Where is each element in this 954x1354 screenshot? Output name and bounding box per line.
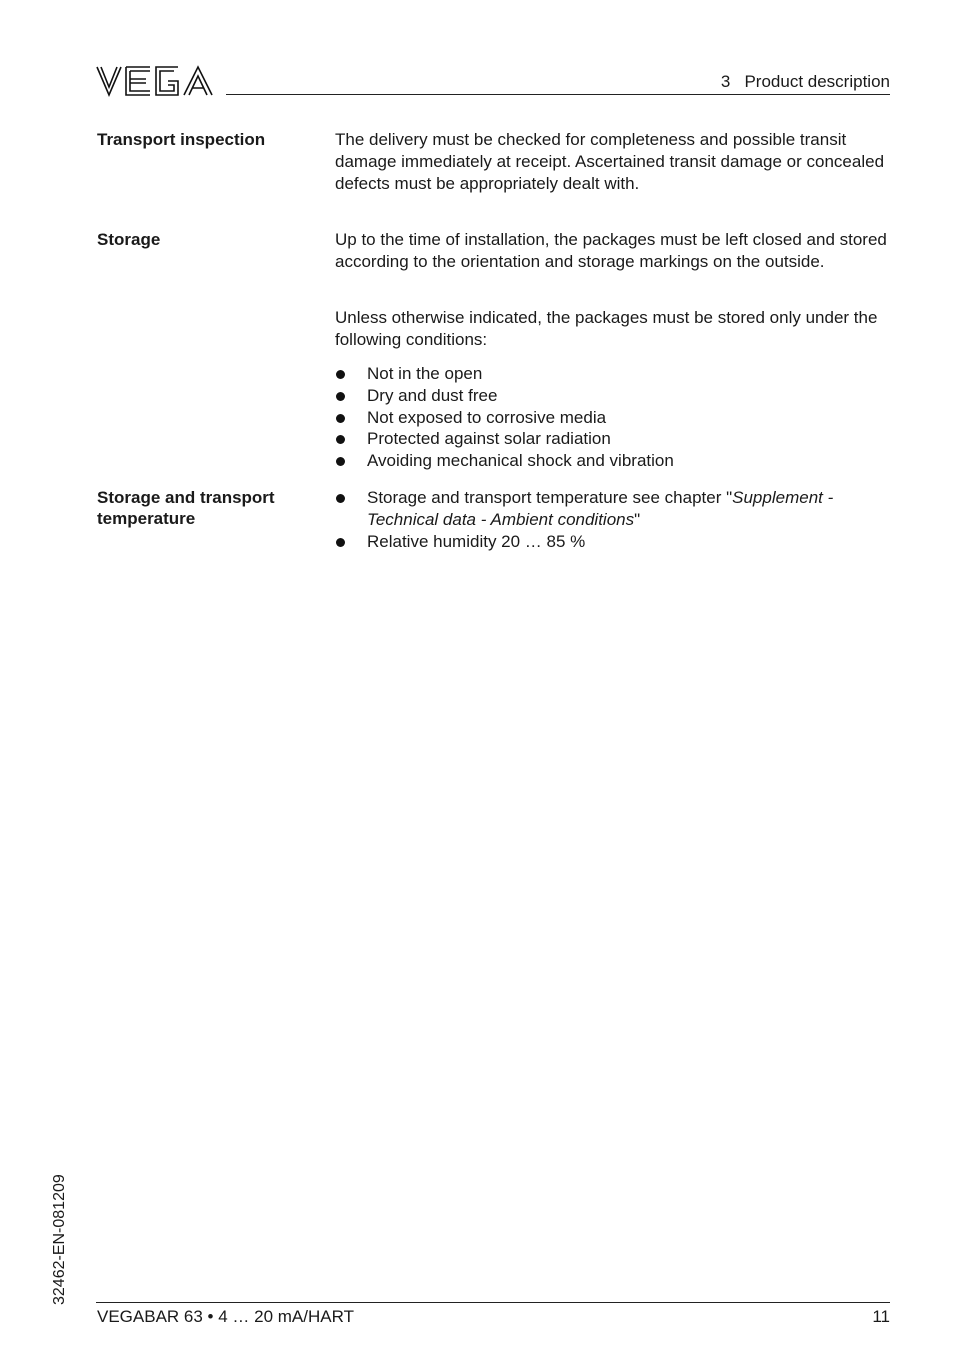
list-item [335,531,895,553]
list-item [335,487,895,531]
list-item-text: Protected against solar radiation [367,429,611,449]
footer-product: VEGABAR 63 • 4 … 20 mA/HART [97,1307,354,1326]
footer-rule [96,1302,890,1303]
list-item-text: Relative humidity 20 … 85 % [367,531,586,551]
list-item [335,450,895,472]
bullet-icon [336,538,345,547]
transport-inspection-label: Transport inspection [97,130,266,149]
chapter-heading: 3 Product description [720,72,890,91]
bullet-icon [336,414,345,423]
chapter-reference: Supplement - Technical data - Ambient conditions [367,488,834,529]
bullet-icon [336,370,345,379]
storage-temperature-label: Storage and transport temperature [97,488,275,528]
list-item-text: Not exposed to corrosive media [367,407,607,427]
document-id: 32462-EN-081209 [51,1174,68,1305]
list-item [335,407,895,429]
list-item-text-suffix: " [634,509,641,529]
bullet-icon [336,435,345,444]
page-number: 11 [872,1307,890,1326]
storage-label: Storage [97,230,161,249]
list-item-text: Not in the open [367,364,483,383]
transport-inspection-text: The delivery must be checked for completeness and possible transit damage immediately at receipt. Ascertained transit damage or concealed defects must be appropriately dealt with. [335,130,885,193]
list-item-text: Dry and dust free [367,385,498,405]
storage-temperature-list [335,487,895,552]
header-rule [226,94,890,95]
bullet-icon [336,457,345,466]
list-item-text-prefix: Storage and transport temperature see chapter " [367,488,733,507]
list-item [335,428,895,450]
list-item-text: Avoiding mechanical shock and vibration [367,451,674,470]
bullet-icon [336,392,345,401]
storage-paragraph-2: Unless otherwise indicated, the packages must be stored only under the following conditions: [335,308,878,349]
vega-logo [96,64,214,98]
bullet-icon [336,494,345,503]
list-item [335,363,895,385]
storage-conditions-list [335,363,895,472]
storage-paragraph-1: Up to the time of installation, the packages must be left closed and stored according to the orientation and storage markings on the outside. [335,230,887,271]
list-item [335,385,895,407]
